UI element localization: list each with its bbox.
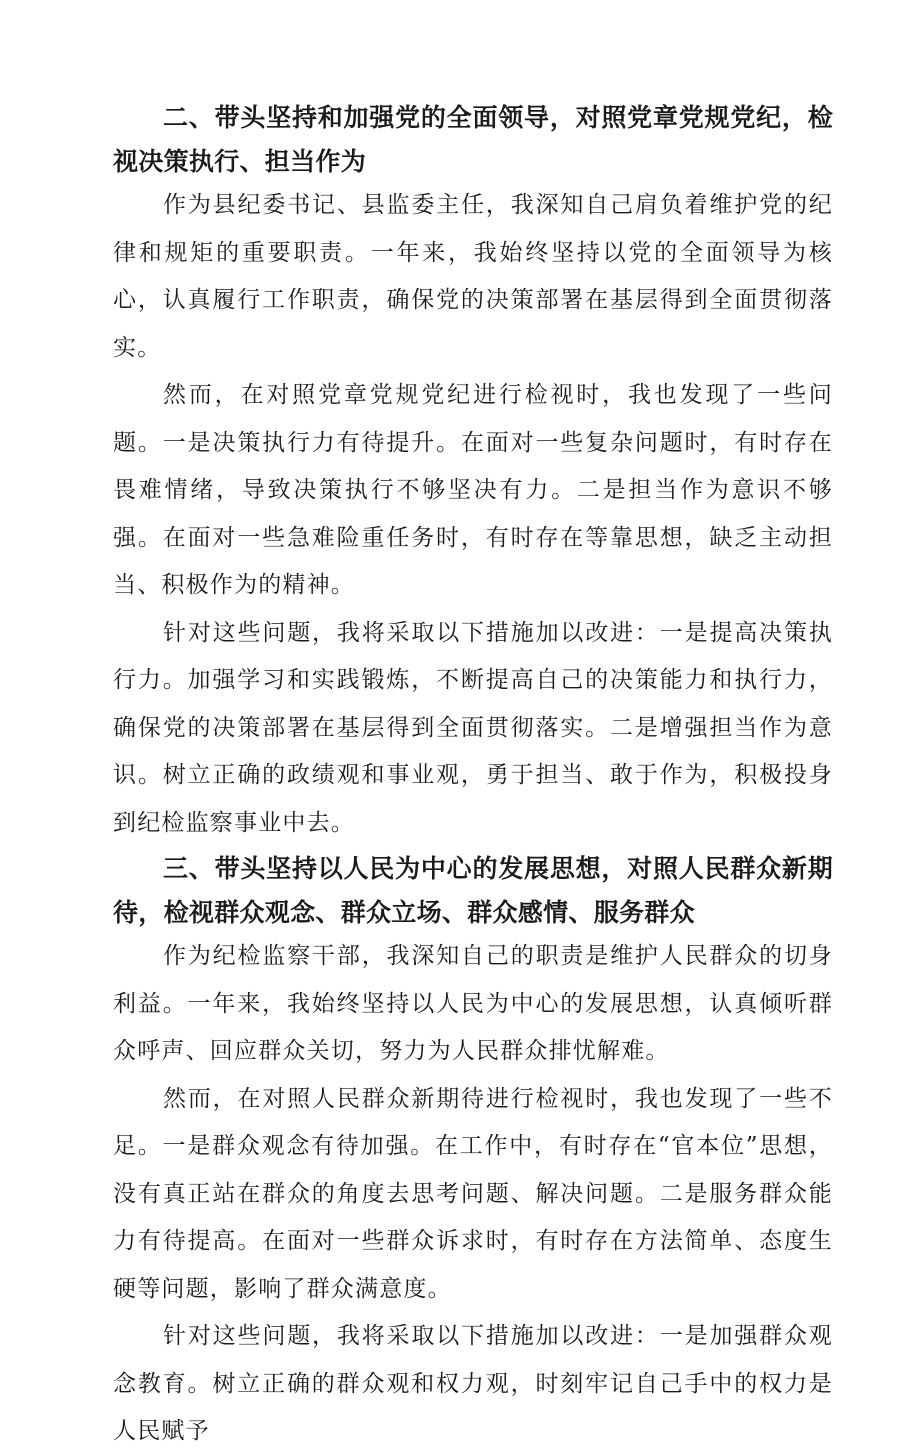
section-heading: 三、带头坚持以人民为中心的发展思想，对照人民群众新期待，检视群众观念、群众立场、群众感情、服务群众 (113, 854, 833, 927)
paragraph: 然而，在对照党章党规党纪进行检视时，我也发现了一些问题。一是决策执行力有待提升。在面对一些复杂问题时，有时存在畏难情绪，导致决策执行不够坚决有力。二是担当作为意识不够强。在面对一些急难险重任务时，有时存在等靠思想，缺乏主动担当、积极作为的精神。 (113, 382, 833, 598)
section-heading: 二、带头坚持和加强党的全面领导，对照党章党规党纪，检视决策执行、担当作为 (113, 103, 833, 176)
paragraph: 作为纪检监察干部，我深知自己的职责是维护人民群众的切身利益。一年来，我始终坚持以人民为中心的发展思想，认真倾听群众呼声、回应群众关切，努力为人民群众排忧解难。 (113, 943, 833, 1064)
paragraph: 针对这些问题，我将采取以下措施加以改进：一是加强群众观念教育。树立正确的群众观和权力观，时刻牢记自己手中的权力是人民赋予 (113, 1323, 833, 1444)
document-body (113, 96, 833, 1456)
paragraph: 然而，在对照人民群众新期待进行检视时，我也发现了一些不足。一是群众观念有待加强。在工作中，有时存在“官本位”思想，没有真正站在群众的角度去思考问题、解决问题。二是服务群众能力有待提高。在面对一些群众诉求时，有时存在方法简单、态度生硬等问题，影响了群众满意度。 (113, 1085, 833, 1302)
paragraph: 针对这些问题，我将采取以下措施加以改进：一是提高决策执行力。加强学习和实践锻炼，不断提高自己的决策能力和执行力，确保党的决策部署在基层得到全面贯彻落实。二是增强担当作为意识。树立正确的政绩观和事业观，勇于担当、敢于作为，积极投身到纪检监察事业中去。 (113, 619, 833, 836)
paragraph: 作为县纪委书记、县监委主任，我深知自己肩负着维护党的纪律和规矩的重要职责。一年来，我始终坚持以党的全面领导为核心，认真履行工作职责，确保党的决策部署在基层得到全面贯彻落实。 (113, 192, 833, 361)
